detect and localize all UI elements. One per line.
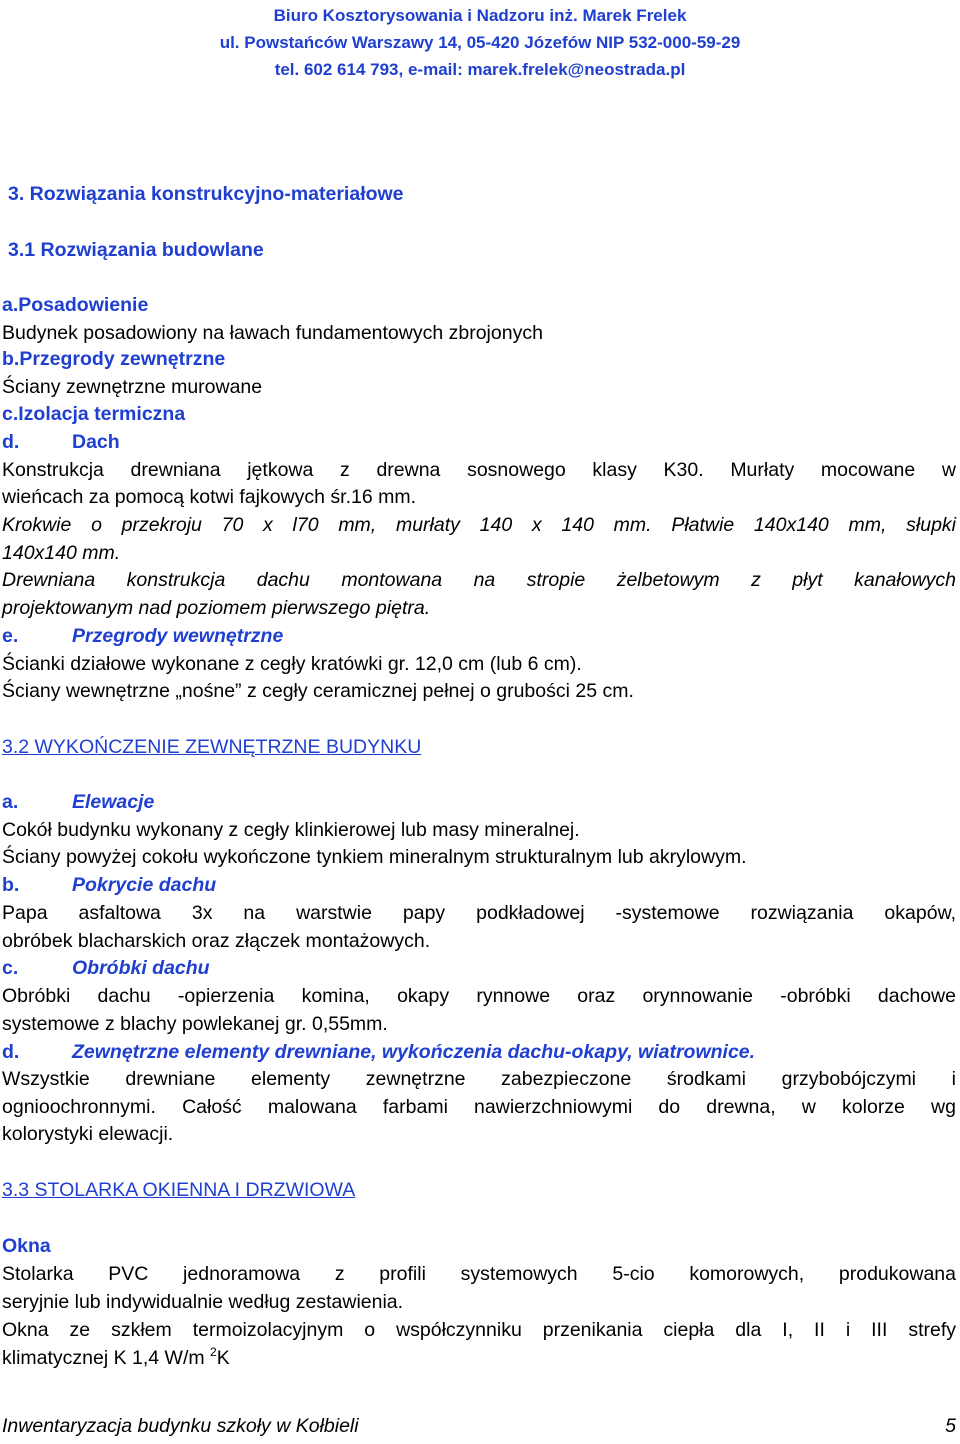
przegrody-wewnetrzne-line-2: Ściany wewnętrzne „nośne” z cegły ceramicznej pełnej o grubości 25 cm.: [2, 680, 634, 702]
footer-title: Inwentaryzacja budynku szkoły w Kołbieli: [2, 1415, 359, 1437]
dach-line-6: projektowanym nad poziomem pierwszego piętra.: [2, 597, 431, 619]
elewacje-line-1: Cokół budynku wykonany z cegły klinkierowej lub masy mineralnej.: [2, 819, 580, 841]
pokrycie-dachu-title: Pokrycie dachu: [72, 874, 217, 896]
przegrody-wewnetrzne-label: e.: [2, 625, 19, 647]
okna-line-4-superscript: 2: [210, 1345, 217, 1359]
page-number: 5: [945, 1415, 956, 1437]
section-3-3-heading: 3.3 STOLARKA OKIENNA I DRZWIOWA: [2, 1179, 356, 1201]
okna-line-4: [2, 1346, 230, 1370]
dach-line-4: 140x140 mm.: [2, 542, 121, 564]
dach-line-1: Konstrukcja drewniana jętkowa z drewna sosnowego klasy K30. Murłaty mocowane w: [2, 459, 956, 481]
okna-line-4-text: klimatycznej K 1,4 W/m: [2, 1347, 211, 1369]
obrobki-dachu-line-1: Obróbki dachu -opierzenia komina, okapy rynnowe oraz orynnowanie -obróbki dachowe: [2, 985, 956, 1007]
okna-line-1: Stolarka PVC jednoramowa z profili systemowych 5-cio komorowych, produkowana: [2, 1263, 956, 1285]
obrobki-dachu-title: Obróbki dachu: [72, 957, 210, 979]
pokrycie-dachu-line-1: Papa asfaltowa 3x na warstwie papy podkładowej -systemowe rozwiązania okapów,: [2, 902, 956, 924]
section-3-2-heading: 3.2 WYKOŃCZENIE ZEWNĘTRZNE BUDYNKU: [2, 736, 422, 758]
elementy-drewniane-line-1: Wszystkie drewniane elementy zewnętrzne zabezpieczone środkami grzybobójczymi i: [2, 1068, 956, 1090]
okna-heading: Okna: [2, 1235, 51, 1257]
elementy-drewniane-title: Zewnętrzne elementy drewniane, wykończenia dachu-okapy, wiatrownice.: [72, 1041, 756, 1063]
elementy-drewniane-line-3: kolorystyki elewacji.: [2, 1123, 174, 1145]
dach-line-3: Krokwie o przekroju 70 x l70 mm, murłaty 140 x 140 mm. Płatwie 140x140 mm, słupki: [2, 514, 956, 536]
elewacje-label: a.: [2, 791, 19, 813]
elewacje-title: Elewacje: [72, 791, 155, 813]
przegrody-wewnetrzne-title: Przegrody wewnętrzne: [72, 625, 284, 647]
okna-line-4-unit: K: [216, 1347, 230, 1369]
dach-title: Dach: [72, 431, 120, 453]
dach-line-2: wieńcach za pomocą kotwi fajkowych śr.16 mm.: [2, 486, 416, 508]
posadowienie-text: Budynek posadowiony na ławach fundamentowych zbrojonych: [2, 322, 543, 344]
posadowienie-heading: a.Posadowienie: [2, 294, 149, 316]
elementy-drewniane-heading: [2, 1040, 755, 1064]
przegrody-zewnetrzne-text: Ściany zewnętrzne murowane: [2, 376, 263, 398]
dach-heading: [2, 430, 120, 454]
dach-label: d.: [2, 431, 20, 453]
obrobki-dachu-heading: [2, 956, 210, 980]
okna-line-3: Okna ze szkłem termoizolacyjnym o współczynniku przenikania ciepła dla I, II i III strefy: [2, 1319, 956, 1341]
obrobki-dachu-line-2: systemowe z blachy powlekanej gr. 0,55mm.: [2, 1013, 388, 1035]
letterhead-line-2: ul. Powstańców Warszawy 14, 05-420 Józefów NIP 532-000-59-29: [219, 33, 741, 52]
pokrycie-dachu-heading: [2, 873, 216, 897]
pokrycie-dachu-label: b.: [2, 874, 20, 896]
przegrody-wewnetrzne-heading: [2, 624, 283, 648]
pokrycie-dachu-line-2: obróbek blacharskich oraz złączek montażowych.: [2, 930, 431, 952]
okna-line-2: seryjnie lub indywidualnie według zestawienia.: [2, 1291, 404, 1313]
letterhead-line-1: Biuro Kosztorysowania i Nadzoru inż. Marek Frelek: [273, 6, 687, 25]
izolacja-heading: c.Izolacja termiczna: [2, 403, 186, 425]
letterhead-line-3: tel. 602 614 793, e-mail: marek.frelek@neostrada.pl: [274, 60, 686, 79]
obrobki-dachu-label: c.: [2, 957, 19, 979]
elementy-drewniane-line-2: ognioochronnymi. Całość malowana farbami nawierzchniowymi do drewna, w kolorze wg: [2, 1096, 956, 1118]
przegrody-zewnetrzne-heading: b.Przegrody zewnętrzne: [2, 348, 226, 370]
section-3-heading: 3. Rozwiązania konstrukcyjno-materiałowe: [8, 183, 404, 205]
elementy-drewniane-label: d.: [2, 1041, 20, 1063]
przegrody-wewnetrzne-line-1: Ścianki działowe wykonane z cegły kratówki gr. 12,0 cm (lub 6 cm).: [2, 653, 582, 675]
elewacje-heading: [2, 790, 154, 814]
page-footer: [2, 1414, 956, 1438]
section-3-1-heading: 3.1 Rozwiązania budowlane: [8, 239, 264, 261]
dach-line-5: Drewniana konstrukcja dachu montowana na stropie żelbetowym z płyt kanałowych: [2, 569, 956, 591]
elewacje-line-2: Ściany powyżej cokołu wykończone tynkiem mineralnym strukturalnym lub akrylowym.: [2, 846, 747, 868]
